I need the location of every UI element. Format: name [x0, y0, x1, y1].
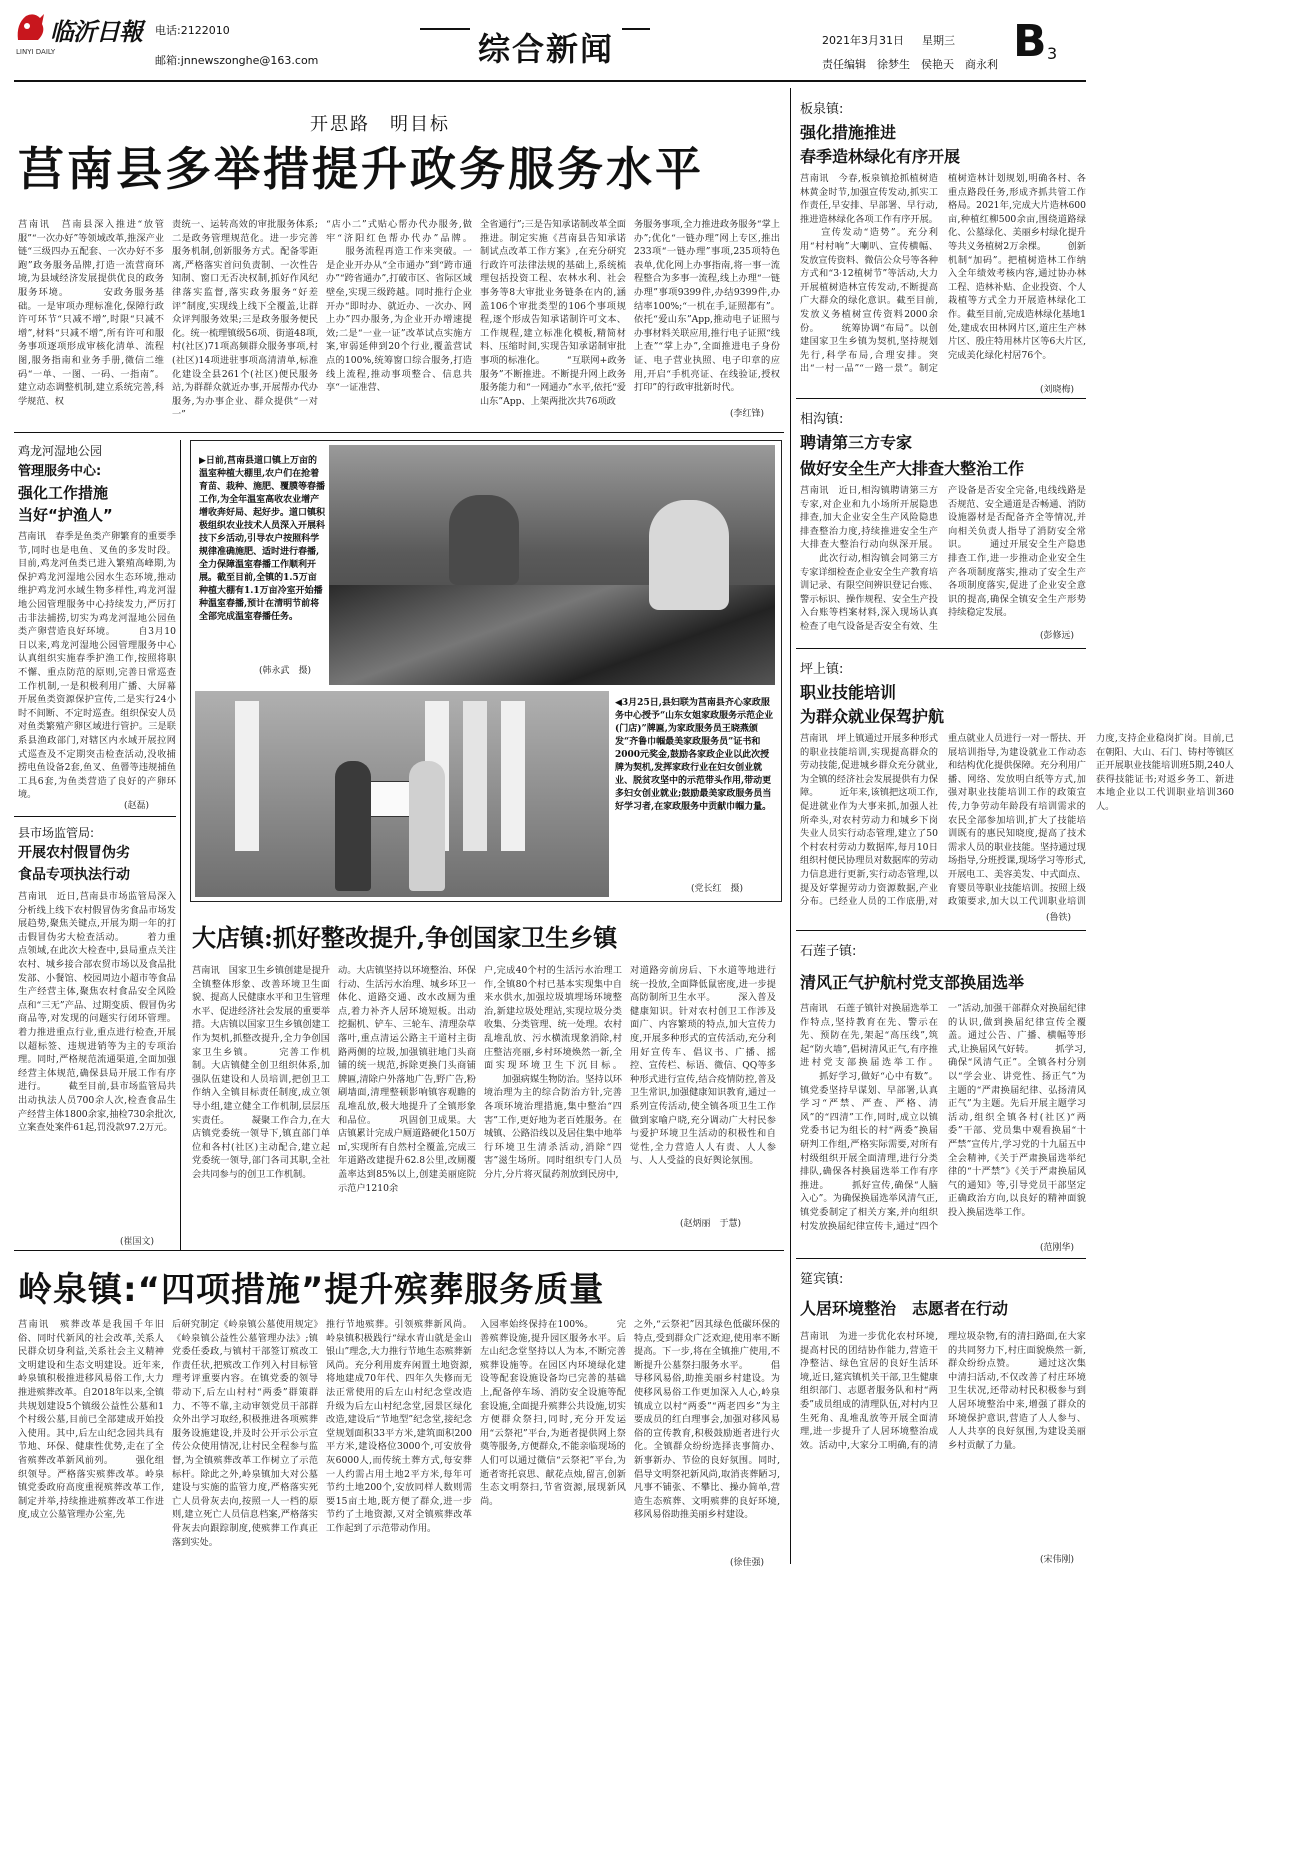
photo-caption-2: ◀3月25日,县妇联为莒南县齐心家政服务中心授予“山东女姐家政服务示范企业(门店)”牌匾,为家政服务员王晓燕颁发“齐鲁巾帼最美家政服务员”证书和2000元奖金,鼓励各家政企业以此次授牌为契机,发挥家政行业在妇女创业就业、脱贫攻坚中的示范带头作用,带动更多妇女创业就业;鼓励最美家政服务员当好学习者,在家政服务中贡献巾帼力量。: [615, 698, 774, 812]
shichang-headline-1: 开展农村假冒伪劣: [18, 845, 130, 861]
shilianzi-kicker: 石莲子镇:: [800, 944, 857, 959]
editors: 责任编辑 徐梦生 侯艳天 商永利: [822, 58, 998, 71]
right-divider-4: [796, 1258, 1086, 1259]
banquan-headline-2: 春季造林绿化有序开展: [800, 147, 961, 166]
sign-board-4: [501, 701, 525, 851]
award-ceremony-photo: [195, 691, 609, 897]
lead-credit: (李红锋): [730, 409, 765, 419]
dadian-bottom-rule: [14, 1250, 784, 1251]
shilianzi-credit: (范刚华): [1040, 1243, 1075, 1253]
xianggou-headline-2: 做好安全生产大排查大整治工作: [800, 459, 1025, 478]
dadian-col-1: 莒南讯 国家卫生乡镇创建是提升全镇整体形象、改善环境卫生面貌、提高人民健康水平和卫生管理水平、促进经济社会发展的重要举措。大店镇以国家卫生乡镇创建工作为契机,抓整改提升,全力争创国家卫生乡镇。 完善工作机制。大店镇健全创卫组织体系,加强队伍建设和人员培训,把创卫工作纳入全镇目标责任制度,成立领导小组,建立健全工作机制,层层压实责任。 凝聚工作合力,在大店镇党委统一领导下,镇直部门单位和各村(社区)主动配合,建立起党委统一领导,部门各司其职,全社会共同参与的创卫工作机制。: [192, 965, 330, 1180]
pingshang-kicker: 坪上镇:: [800, 662, 844, 677]
lead-kicker: 开思路 明目标: [310, 114, 450, 135]
shichang-kicker: 县市场监管局:: [18, 826, 95, 840]
right-divider-3: [796, 930, 1086, 931]
dadian-col-4: 对道路旁前房后、下水道等地进行统一投放,全面降低鼠密度,进一步提高防制所卫生水平。 深入普及健康知识。针对农村创卫工作涉及面广、内容繁琐的特点,加大宣传力度,开展多种形式的宣传活动,充分利用好宣传车、倡议书、广播、摇控、宣传栏、标语、微信、QQ等多种形式进行宣传,结合疫情防控,普及卫生常识,加强健康知识教育,通过一系列宣传活动,使全镇各项卫生工作做到家喻户晓,充分调动广大村民参与爱护环境卫生活动的积极性和自觉性,全力营造人人有责、人人参与、人人受益的良好舆论氛围。: [630, 965, 776, 1167]
jilonghe-headline-1: 管理服务中心:: [18, 464, 102, 479]
left-divider-1: [14, 816, 176, 817]
shilianzi-body: 莒南讯 石莲子镇针对换届选举工作特点,坚持教育在先、警示在先、预防在先,架起“高压线”,筑起“防火墙”,倡树清风正气,有序推进村党支部换届选举工作。 抓好学习,做好“心中有数”。镇党委坚持早谋划、早部署,认真学习“严禁、严查、严格、清风”的“四清”工作,同时,成立以镇党委书记为组长的村“两委”换届研判工作组,严格实际需要,对所有村级组织开展全面清理,进行分类排队,确保各村换届选举工作有序推进。 抓好宣传,确保“人脑入心”。为确保换届选举风清气正,镇党委制定了相关方案,并向组织村发放换届纪律宣传卡,通过“四个一”活动,加强干部群众对换届纪律的认识,做到换届纪律宣传全覆盖。通过公告、广播、横幅等形式,让换届风气好转。 抓学习,确保“风清气正”。全镇各村分别以“学会业、讲党性、扬正气”为主题的“严肃换届纪律、弘扬清风正气”为主题。先后开展主题学习活动,组织全镇各村(社区)“两委”干部、党员集中观看换届“十严禁”宣传片,学习党的十九届五中全会精神,《关于严肃换届选举纪律的“十严禁”》《关于严肃换届风气的通知》等,引导党员干部坚定正确政治方向,以良好的精神面貌投入换届选举工作。: [800, 1003, 1086, 1232]
lingquan-col-2: 后研究制定《岭泉镇公墓使用规定》《岭泉镇公益性公墓管理办法》;镇党委任委政,与镇村干部签订殡改工作责任状,把殡改工作列入村目标管理考评重要内容。在镇党委的领导带动下,后左山村村“两委”群策群力、不等不靠,主动审领党员干部群众外出学习取经,积极推进各项殡葬服务设施建设,并及时公开示公示宣传公众使用情况,让村民全程参与监督,为全镇殡葬改革工作树立了示范标杆。除此之外,岭泉镇加大对公墓建设与实施的监管力度,严格落实死亡人员骨灰去向,按照一人一档的原则,建立死亡人员信息档案,严格落实骨灰去向跟踪制度,使殡葬工作真正落到实处。: [172, 1319, 318, 1548]
shichang-credit: (崔国文): [120, 1237, 155, 1247]
right-divider-1: [796, 398, 1086, 399]
lead-col-3: “店小二”式贴心帮办代办服务,做牢“济阳红色帮办代办”品牌。 服务流程再造工作来突破。一是企业开办从“全市通办”到“跨市通办”“跨省通办”,打破市区、省际区域壁垒,实现三级跨越。同时推行企业开办“即时办、就近办、一次办、网上办”四办服务,为企业开办增速提效;二是“一业一证”改革试点实施方案,审弱延伸到20个行业,覆盖营试点的100%,统筹窗口综合服务,打造线上流程,推动事项整合、信息共享“一证准营、: [326, 219, 472, 394]
section-title: 综合新闻: [470, 24, 622, 70]
lead-col-4: 全省通行”;三是告知承诺制改革全面推进。制定实施《莒南县告知承诺制试点改革工作方案》,在充分研究行政许可法律法规的基础上,系统梳理包括投资工程、农林水利、社会事务等8大审批业务链条在内的,涵盖106个审批类型的106个事项规程,逐个形成告知承诺制许可文本、工作规程,建立标准化模板,精简材料、压缩时间,实现告知承诺制审批事项的标准化。 “互联网+政务服务”不断推进。不断提升网上政务服务能力和“一网通办”水平,依托“爱山东”App、上架两批次共76项政: [480, 219, 626, 407]
sign-board-1: [235, 701, 259, 851]
lead-headline: 莒南县多举措提升政务服务水平: [18, 142, 704, 196]
right-column-rule: [790, 88, 791, 1564]
lead-col-5: 务服务事项,全力推进政务服务“掌上办”;优化“一链办理”网上专区,推出233项“一链办理”事项,235项特色表单,优化网上办事指南,将一事一流程整合为多事一流程,线上办理“一链办理”事项9399件,办结9399件,办结率100%;“一机在手,证照都有”。依托“爱山东”App,推动电子证照与办事材料关联应用,推行电子证照“线上查”“掌上办”,全面推进电子身份证、电子营业执照、电子印章的应用,开启“手机亮证、在线验证,授权打印”的行政审批新时代。: [634, 219, 780, 394]
shichang-headline-2: 食品专项执法行动: [18, 867, 130, 883]
lingquan-credit: (徐佳强): [730, 1558, 765, 1568]
xianggou-kicker: 相沟镇:: [800, 412, 844, 427]
pingshang-headline-2: 为群众就业保驾护航: [800, 707, 945, 726]
left-column-rule: [180, 440, 181, 1250]
banquan-headline-1: 强化措施推进: [800, 123, 897, 142]
dadian-credit: (赵炳丽 于慧): [680, 1219, 742, 1229]
paper-name: 临沂日報: [50, 18, 142, 46]
person-right: [409, 761, 445, 891]
lingquan-col-4: 入园率始终保持在100%。 完善殡葬设施,提升园区服务水平。后左山纪念堂坚持以人为本,不断完善殡葬设施等。在园区内环境绿化建设等配套设施设备均已完善的基础上,配备停车场、消防安全设施等配套设施,全面提升殡葬公共设施,切实方便群众祭扫,同时,充分开发运用“云祭祀”平台,为逝者提供网上祭奠等服务,方便群众,不能亲临现场的人们可以通过微信“云祭祀”平台,为逝者寄托哀思、献花点烛,留言,创新生态文明祭扫,节省资源,展现新风尚。: [480, 1319, 626, 1507]
lingquan-col-5: 之外,“云祭祀”因其绿色低碳环保的特点,受到群众广泛欢迎,使用率不断提高。下一步,将在全镇推广使用,不断提升公墓祭扫服务水平。 倡导移风易俗,助推美丽乡村建设。为使移风易俗工作更加深入人心,岭泉镇成立以村“两委”“两老四乡”为主要成员的红白理事会,加强对移风易俗的宣传教育,积极鼓励逝者进行火化。全镇群众纷纷选择丧事简办、新事新办、节俭的良好氛围。同时,倡导文明祭祀新风尚,取消丧葬陋习,凡事不铺张、不攀比、操办简单,营造生态殡葬、文明殡葬的良好环境,移风易俗助推美丽乡村建设。: [634, 1319, 780, 1521]
jilonghe-kicker: 鸡龙河湿地公园: [18, 444, 103, 458]
farmer-right: [649, 500, 729, 610]
paper-name-en: LINYI DAILY: [16, 48, 56, 56]
xianggou-credit: (彭修远): [1040, 631, 1075, 641]
yanbin-body: 莒南讯 为进一步优化农村环境,提高村民的团结协作能力,营造干净整洁、绿色宜居的良好生活环境,近日,筵宾镇机关干部,卫生健康组织部门、志愿者服务队和村“两委”成员组成的清理队伍,对村内卫生死角、乱堆乱放等开展全面清理,进一步提升了人居环境整治成效。活动中,大家分工明确,有的清理垃圾杂物,有的清扫路面,在大家的共同努力下,村庄面貌焕然一新,群众纷纷点赞。 通过这次集中清扫活动,不仅改善了村庄环境卫生状况,还带动村民积极参与到人居环境整治中来,增强了群众的环境保护意识,营造了人人参与、人人共享的良好氛围,为建设美丽乡村贡献了力量。: [800, 1331, 1086, 1451]
shichang-body: 莒南讯 近日,莒南县市场监管局深入分析线上线下农村假冒伪劣食品市场发展趋势,聚焦关键点,开展为期一年的打击假冒伪劣大检查活动。 着力重点领域,在此次大检查中,县局重点关注农村、城乡接合部农贸市场以及食品批发部、小餐馆、校园周边小超市等食品生产经营主体,聚焦农村食品安全风险点和“三无”产品、过期变质、假冒伪劣商品等,对发现的问题实行闭环管理。着力推进重点行业,重点进行检查,开展以超标签、违规进销等为主的专项治理。同时,严格规范流通渠道,全面加强经营主体规范,确保县局开展工作有序进行。 截至目前,县市场监管局共出动执法人员700余人次,检查食品生产经营主体1800余家,抽检730余批次,立案查处案件61起,罚没款97.2万元。: [18, 891, 176, 1134]
lead-bottom-rule: [14, 432, 784, 433]
photo-caption-1: ▶日前,莒南县道口镇上万亩的温室种植大棚里,农户们在抢着育苗、栽种、施肥、覆膜等春播工作,为全年温室高收农业增产增收奔好局、起好步。道口镇积极组织农业技术人员深入开展科技下乡活动,引导农户按照科学规律准确施肥、适时进行春播,全力保障温室春播工作顺利开展。截至目前,全镇的1.5万亩种植大棚有1.1万亩冷室开始播种温室春播,预计在清明节前将全部完成温室春播任务。: [199, 456, 326, 622]
email-address: 邮箱:jnnewszonghe@163.com: [155, 54, 319, 67]
jilonghe-headline-2: 强化工作措施: [18, 484, 109, 502]
jilonghe-headline-3: 当好“护渔人”: [18, 506, 113, 524]
xianggou-headline-1: 聘请第三方专家: [800, 433, 913, 452]
lingquan-col-1: 莒南讯 殡葬改革是我国千年旧俗、同时代新风的社会改革,关系人民群众切身利益,关系社会主义精神文明建设和生态文明建设。近年来,岭泉镇积极推进移风易俗工作,大力推进殡葬改革。自2018年以来,全镇共规划建设5个镇级公益性公墓和1个村级公墓,目前已全部建成开始投入使用。其中,后左山纪念园共具有节地、环保、健康性优势,走在了全省殡葬改革新风前列。 强化组织领导。严格落实殡葬改革。岭泉镇党委政府高度重视殡葬改革工作,制定并举,持续推进殡葬改革工作进度,成立公墓管理办公室,先: [18, 1319, 164, 1521]
jilonghe-body: 莒南讯 春季是鱼类产卵繁育的重要季节,同时也是电鱼、叉鱼的多发时段。目前,鸡龙河鱼类已进入繁殖高峰期,为保护鸡龙河湿地公园水生态环境,推动维护鸡龙河水域生物多样性,鸡龙河湿地公园管理服务中心持续发力,严厉打击非法捕捞,切实为鸡龙河湿地公园鱼类产卵营造良好环境。 自3月10日以来,鸡龙河湿地公园管理服务中心认真组织实施春季护渔工作,按照将职不懈、重点防范的原则,完善日常巡查工作机制,一是积极利用广播、大屏幕开展鱼类资源保护宣传,二是实行24小时不间断、不定时巡查。组织保安人员对鱼类繁殖产卵区域进行管护。三是联系县渔政部门,对辖区内水域开展拉网式巡查及不定期突击检查活动,没收捕捞电鱼设备2套,鱼叉、鱼罾等违规捕鱼工具6套,为鱼类营造了良好的产卵环境。: [18, 531, 176, 801]
photo-section: [190, 440, 782, 902]
pingshang-credit: (鲁铁): [1046, 913, 1072, 923]
dadian-headline: 大店镇:抓好整改提升,争创国家卫生乡镇: [192, 923, 618, 952]
page-letter: B: [1013, 16, 1047, 67]
page-number: 3: [1047, 44, 1058, 63]
jilonghe-credit: (赵磊): [124, 801, 150, 811]
right-divider-2: [796, 648, 1086, 649]
phone-number: 电话:2122010: [155, 24, 230, 37]
lead-col-2: 责统一、运转高效的审批服务体系;二是政务管理规范化。进一步完善服务机制,创新服务方式。配备零距离,严格落实首问负责制、一次性告知制、窗口无否决权制,抓好作风纪律落实监督,落实政务服务“好差评”制度,实现线上线下全覆盖,让群众评判服务效果;三是政务服务便民化。统一梳理镇级56项、街道48项,村(社区)71项高频群众服务事项,村(社区)14项进驻事项高清清单,标准化建设全县261个(社区)便民服务站,为群群众就近办事,开展帮办代办服务,为办事企业、群众提供“一对一”: [172, 219, 318, 421]
photo-credit-1: (韩永武 摄): [259, 666, 312, 676]
yanbin-kicker: 筵宾镇:: [800, 1272, 844, 1287]
banquan-body: 莒南讯 今春,板泉镇抢抓植树造林黄金时节,加强宣传发动,抓实工作责任,早安排、早部署、早行动,推进造林绿化各项工作有序开展。 宣传发动“造势”。充分利用“村村响”大喇叭、宣传横幅、发放宣传资料、微信公众号等各种方式和“3·12植树节”等活动,大力开展植树造林宣传发动,不断提高广大群众的绿化意识。截至目前,发放义务植树宣传资料2000余份。 统筹协调“布局”。以创建国家卫生乡镇为契机,坚持规划先行,科学布局,合理安排。突出“一村一品”“一路一景”。制定植树造林计划规划,明确各村、各重点路段任务,形成齐抓共管工作格局。2021年,完成大片造林600亩,种植红柳500余亩,围绕道路绿化、公墓绿化、美丽乡村绿化提升等共义务植树2万余棵。 创新机制“加码”。把植树造林工作纳入全年绩效考核内容,通过协办林工程、造林补贴、企业投资、个人栽植等方式全力开展造林绿化工作。截至目前,完成造林绿化基地1处,建成农田林网片区,道庄生产林片区、殷庄特用林片区等6大片区,完成美化绿化村居76个。: [800, 173, 1086, 375]
banquan-kicker: 板泉镇:: [800, 102, 844, 117]
masthead: [0, 0, 1100, 71]
yanbin-credit: (宋伟刚): [1040, 1555, 1075, 1565]
sign-board-3: [463, 701, 487, 851]
pingshang-headline-1: 职业技能培训: [800, 683, 897, 702]
dadian-col-2: 动。大店镇坚持以环境整治、环保行动、生活污水治理、城乡环卫一体化、道路交通、改水改厕为重点,着力补齐人居环境短板。出动挖掘机、铲车、三轮车、清理杂草落叶,重点清运公路主干道村主街路两侧的垃圾,加强镇驻地门头商铺的统一规范,拆除更换门头商铺牌匾,清除户外落地广告,野广告,粉刷墙面,清理整顿影响镇容观瞻的乱堆乱放,极大地提升了全镇形象和品位。 巩固创卫成果。大店镇累计完成户厕道路硬化150万㎡,实现所有自然村全覆盖,完成三年道路改建提升62.8公里,改厕覆盖率达到85%以上,创建美丽庭院示范户1210余: [338, 965, 476, 1194]
dadian-col-3: 户,完成40个村的生活污水治理工作,全镇80个村已基本实现集中自来水供水,加强垃圾填埋场环境整治,新建垃圾处理站,实现垃圾分类收集、分类管理、统一处理。农村乱堆乱放、污水横流现象消除,村庄整洁亮丽,乡村环境焕然一新,全面实现环境卫生下沉目标。 加强病媒生物防治。坚持以环境治理为主的综合防治方针,完善各项环境治理措施,集中整治“四害”工作,更好地为老百姓服务。在城镇、公路沿线以及居住集中地举行环境卫生清杀活动,消除“四害”滋生场所。同时组织专门人员分片,分片将灭鼠药剂放到民房中,: [484, 965, 622, 1180]
lingquan-headline: 岭泉镇:“四项措施”提升殡葬服务质量: [18, 1270, 605, 1310]
farmer-left: [449, 495, 519, 585]
person-left: [335, 761, 371, 891]
issue-weekday: 星期三: [922, 34, 955, 47]
banquan-credit: (刘晓梅): [1040, 385, 1075, 395]
issue-date: 2021年3月31日: [822, 34, 904, 47]
photo-credit-2: (党长红 摄): [691, 884, 744, 894]
shilianzi-headline-1: 清风正气护航村党支部换届选举: [800, 973, 1025, 992]
newspaper-logo: [14, 10, 48, 46]
greenhouse-photo: [329, 445, 775, 685]
lead-col-1: 莒南讯 莒南县深入推进“放管服”“一次办好”等领域改革,推深产业链“三级四办五配套、一次办好不多跑”政务服务品牌,打造一流营商环境,为县域经济发展提供优良的政务服务环境。 安政务服务基础。一是审项办理标准化,保障行政许可环节“只减不增”,时限“只减不增”,材料“只减不增”,所有许可和服务事项逐项形成审核化清单、流程图,服务指南和业务手册,微信二维码“一单、一图、一码、一指南”。建立动态调整机制,建立系统完善,科学规范、权: [18, 219, 164, 407]
pingshang-body: 莒南讯 坪上镇通过开展多种形式的职业技能培训,实现提高群众的劳动技能,促进城乡群众充分就业,为全镇的经济社会发展提供有力保障。 近年来,该镇把这项工作,促进就业作为大事来抓,加强人社所牵头,对农村劳动力和城乡下岗失业人员实行动态管理,建立了50个村农村劳动力数据库,每月10日组织村便民协理员对数据库的劳动力信息进行更新,实行动态管理,以提及好掌握劳动力资源数据,产业分布。已经业人员的工作底册,对重点就业人员进行一对一帮扶、开展培训指导,为建设就业工作动态和结构优化提供保障。充分利用广播、网络、发放明白纸等方式,加强对职业技能培训工作的政策宣传,力争劳动年龄段有培训需求的农民全部参加培训,扩大了技能培训既有的惠民知晓度,提高了技术需求人员的职业技能。坚持通过现场指导,分班授课,现场学习等形式,开展电工、美容美发、中式面点、育婴员等职业技能培训。按照上级政策要求,加大以工代训职业培训力度,支持企业稳岗扩岗。目前,已在朝阳、大山、石门、铸村等镇区正开展职业技能培训班5期,240人获得技能证书;对返乡务工、新进本地企业以工代训职业培训360人。: [800, 733, 1234, 908]
lingquan-col-3: 推行节地殡葬。引领殡葬新风尚。岭泉镇积极践行“绿水青山就是金山银山”理念,大力推行节地生态殡葬新风尚。充分利用废弃闲置土地资源,将地建成70年代、四年久失修而无法正常使用的后左山村纪念堂改造升级为后左山村纪念堂,园景区绿化改造,建设后“节地型”纪念堂,接纪念堂规划面积33平方米,建筑面积200平方米,建设格位3000个,可安放骨灰6000人,而传统土葬方式,每安葬一人约需占用土地2平方米,每年可节约土地200个,安放同样人数则需要15亩土地,既方便了群众,进一步节约了土地资源,又对全镇殡葬改革工作起到了示范带动作用。: [326, 1319, 472, 1534]
yanbin-headline-1: 人居环境整治 志愿者在行动: [800, 1299, 1009, 1318]
xianggou-body: 莒南讯 近日,相沟镇聘请第三方专家,对企业和九小场所开展隐患排查,加大企业安全生产风险隐患排查整治力度,持续推进安全生产大排查大整治行动向纵深开展。 此次行动,相沟镇会同第三方专家详细检查企业安全生产教育培训记录、有限空间辨识登记台账、警示标识、操作规程、安全生产投入台账等档案材料,深入现场认真检查了电气设备是否安全有效、生产设备是否安全完备,电线线路是否规范、安全通道是否畅通、消防设施器材是否配备齐全等情况,并向相关负责人指导了消防安全常识。 通过开展安全生产隐患排查工作,进一步推动企业安全生产各项制度落实,推动了安全生产各项制度落实,促进了企业安全意识的提高,确保全镇安全生产形势持续稳定发展。: [800, 485, 1086, 632]
masthead-rule: [14, 80, 1086, 82]
